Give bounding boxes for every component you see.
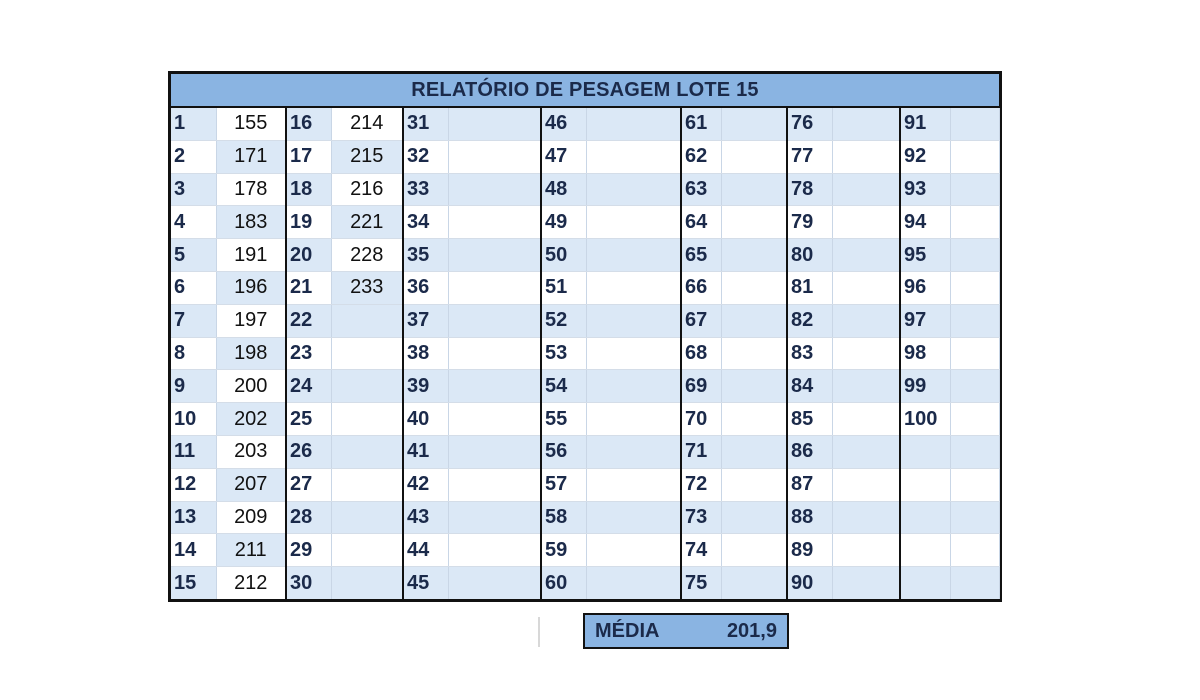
weight-value-cell: 216 <box>331 173 403 206</box>
weight-value-cell: 207 <box>216 468 286 501</box>
weight-value-cell <box>721 108 787 140</box>
weight-value-cell <box>586 370 681 403</box>
average-value: 201,9 <box>726 619 777 642</box>
table-row <box>171 370 999 403</box>
table-row <box>171 468 999 501</box>
weight-value-cell: 183 <box>216 206 286 239</box>
weight-value-cell: 202 <box>216 403 286 436</box>
animal-number-cell: 85 <box>787 403 832 436</box>
animal-number-cell: 15 <box>171 567 216 599</box>
weight-value-cell: 211 <box>216 534 286 567</box>
weight-value-cell <box>721 534 787 567</box>
animal-number-cell: 39 <box>403 370 448 403</box>
weight-value-cell <box>950 206 999 239</box>
animal-number-cell <box>900 501 950 534</box>
animal-number-cell: 16 <box>286 108 331 140</box>
weight-value-cell <box>448 501 541 534</box>
animal-number-cell <box>900 468 950 501</box>
weight-value-cell <box>448 534 541 567</box>
animal-number-cell: 57 <box>541 468 586 501</box>
animal-number-cell: 95 <box>900 239 950 272</box>
animal-number-cell: 5 <box>171 239 216 272</box>
animal-number-cell: 14 <box>171 534 216 567</box>
animal-number-cell: 78 <box>787 173 832 206</box>
weight-value-cell <box>721 239 787 272</box>
weight-value-cell <box>448 403 541 436</box>
weight-value-cell: 212 <box>216 567 286 599</box>
weight-value-cell <box>832 567 900 599</box>
animal-number-cell: 18 <box>286 173 331 206</box>
weight-value-cell <box>950 534 999 567</box>
animal-number-cell: 55 <box>541 403 586 436</box>
animal-number-cell: 73 <box>681 501 721 534</box>
weight-value-cell <box>950 501 999 534</box>
weight-value-cell <box>721 567 787 599</box>
weight-value-cell: 155 <box>216 108 286 140</box>
animal-number-cell: 51 <box>541 271 586 304</box>
animal-number-cell: 69 <box>681 370 721 403</box>
weight-value-cell: 215 <box>331 140 403 173</box>
weight-value-cell <box>586 337 681 370</box>
weight-value-cell <box>331 501 403 534</box>
animal-number-cell: 21 <box>286 271 331 304</box>
weight-value-cell: 191 <box>216 239 286 272</box>
animal-number-cell: 81 <box>787 271 832 304</box>
weight-value-cell <box>448 304 541 337</box>
animal-number-cell: 61 <box>681 108 721 140</box>
weight-value-cell <box>448 206 541 239</box>
animal-number-cell: 47 <box>541 140 586 173</box>
animal-number-cell: 46 <box>541 108 586 140</box>
animal-number-cell: 91 <box>900 108 950 140</box>
weight-value-cell <box>950 337 999 370</box>
animal-number-cell: 27 <box>286 468 331 501</box>
table-row <box>171 435 999 468</box>
animal-number-cell: 93 <box>900 173 950 206</box>
animal-number-cell: 48 <box>541 173 586 206</box>
animal-number-cell: 82 <box>787 304 832 337</box>
animal-number-cell: 33 <box>403 173 448 206</box>
table-row <box>171 304 999 337</box>
animal-number-cell: 94 <box>900 206 950 239</box>
animal-number-cell: 9 <box>171 370 216 403</box>
animal-number-cell: 97 <box>900 304 950 337</box>
weight-value-cell: 178 <box>216 173 286 206</box>
table-row <box>171 403 999 436</box>
animal-number-cell: 79 <box>787 206 832 239</box>
weight-value-cell <box>586 304 681 337</box>
weight-value-cell <box>950 403 999 436</box>
weight-value-cell <box>448 370 541 403</box>
animal-number-cell: 92 <box>900 140 950 173</box>
animal-number-cell: 62 <box>681 140 721 173</box>
weight-value-cell <box>832 435 900 468</box>
weight-value-cell <box>586 206 681 239</box>
weight-value-cell <box>721 370 787 403</box>
weight-value-cell: 221 <box>331 206 403 239</box>
animal-number-cell: 13 <box>171 501 216 534</box>
animal-number-cell: 50 <box>541 239 586 272</box>
weight-value-cell <box>721 271 787 304</box>
weight-value-cell <box>331 534 403 567</box>
table-row <box>171 271 999 304</box>
weight-value-cell <box>331 567 403 599</box>
weight-value-cell: 209 <box>216 501 286 534</box>
animal-number-cell: 17 <box>286 140 331 173</box>
weight-value-cell <box>721 173 787 206</box>
animal-number-cell: 30 <box>286 567 331 599</box>
animal-number-cell <box>900 567 950 599</box>
weight-value-cell <box>721 206 787 239</box>
animal-number-cell: 28 <box>286 501 331 534</box>
animal-number-cell: 19 <box>286 206 331 239</box>
weight-value-cell <box>586 173 681 206</box>
animal-number-cell: 4 <box>171 206 216 239</box>
animal-number-cell: 29 <box>286 534 331 567</box>
animal-number-cell: 98 <box>900 337 950 370</box>
average-box <box>583 613 789 649</box>
animal-number-cell: 26 <box>286 435 331 468</box>
weight-value-cell: 196 <box>216 271 286 304</box>
animal-number-cell: 74 <box>681 534 721 567</box>
animal-number-cell: 38 <box>403 337 448 370</box>
animal-number-cell: 84 <box>787 370 832 403</box>
weight-value-cell <box>832 501 900 534</box>
weight-value-cell <box>586 403 681 436</box>
weight-value-cell: 200 <box>216 370 286 403</box>
animal-number-cell: 56 <box>541 435 586 468</box>
animal-number-cell: 83 <box>787 337 832 370</box>
animal-number-cell <box>900 435 950 468</box>
weight-value-cell: 214 <box>331 108 403 140</box>
weight-value-cell: 198 <box>216 337 286 370</box>
animal-number-cell: 3 <box>171 173 216 206</box>
animal-number-cell: 7 <box>171 304 216 337</box>
weight-value-cell <box>448 468 541 501</box>
animal-number-cell: 23 <box>286 337 331 370</box>
weight-value-cell <box>832 173 900 206</box>
animal-number-cell: 35 <box>403 239 448 272</box>
animal-number-cell: 1 <box>171 108 216 140</box>
table-row <box>171 206 999 239</box>
weight-value-cell <box>721 403 787 436</box>
animal-number-cell: 88 <box>787 501 832 534</box>
animal-number-cell: 25 <box>286 403 331 436</box>
weight-value-cell <box>448 435 541 468</box>
weight-value-cell <box>832 337 900 370</box>
animal-number-cell: 67 <box>681 304 721 337</box>
weight-value-cell: 203 <box>216 435 286 468</box>
weight-value-cell <box>832 403 900 436</box>
weight-value-cell <box>586 534 681 567</box>
animal-number-cell: 52 <box>541 304 586 337</box>
animal-number-cell: 24 <box>286 370 331 403</box>
weight-value-cell <box>331 468 403 501</box>
animal-number-cell: 44 <box>403 534 448 567</box>
animal-number-cell: 100 <box>900 403 950 436</box>
weight-value-cell <box>950 108 999 140</box>
animal-number-cell: 20 <box>286 239 331 272</box>
table-row <box>171 173 999 206</box>
table-row <box>171 567 999 599</box>
animal-number-cell: 22 <box>286 304 331 337</box>
weight-value-cell <box>331 337 403 370</box>
table-row <box>171 108 999 140</box>
animal-number-cell: 40 <box>403 403 448 436</box>
animal-number-cell <box>900 534 950 567</box>
animal-number-cell: 45 <box>403 567 448 599</box>
weight-value-cell: 233 <box>331 271 403 304</box>
animal-number-cell: 34 <box>403 206 448 239</box>
weight-value-cell <box>950 173 999 206</box>
weight-value-cell <box>331 304 403 337</box>
animal-number-cell: 86 <box>787 435 832 468</box>
animal-number-cell: 36 <box>403 271 448 304</box>
animal-number-cell: 90 <box>787 567 832 599</box>
animal-number-cell: 63 <box>681 173 721 206</box>
weight-value-cell: 197 <box>216 304 286 337</box>
weight-value-cell <box>331 435 403 468</box>
table-row <box>171 337 999 370</box>
animal-number-cell: 32 <box>403 140 448 173</box>
weight-value-cell <box>832 108 900 140</box>
weight-value-cell <box>950 140 999 173</box>
weight-value-cell <box>721 501 787 534</box>
animal-number-cell: 53 <box>541 337 586 370</box>
average-label: MÉDIA <box>595 619 660 642</box>
table-row <box>171 534 999 567</box>
animal-number-cell: 70 <box>681 403 721 436</box>
animal-number-cell: 99 <box>900 370 950 403</box>
weight-value-cell <box>586 567 681 599</box>
animal-number-cell: 65 <box>681 239 721 272</box>
animal-number-cell: 43 <box>403 501 448 534</box>
weight-value-cell <box>586 108 681 140</box>
weight-value-cell <box>586 468 681 501</box>
weight-value-cell <box>950 271 999 304</box>
weight-value-cell <box>832 468 900 501</box>
weight-value-cell <box>331 403 403 436</box>
weight-value-cell <box>832 206 900 239</box>
weight-value-cell: 171 <box>216 140 286 173</box>
animal-number-cell: 58 <box>541 501 586 534</box>
weight-value-cell <box>586 435 681 468</box>
weight-value-cell <box>950 370 999 403</box>
weight-value-cell <box>586 501 681 534</box>
animal-number-cell: 8 <box>171 337 216 370</box>
weighing-report-table <box>168 71 1002 602</box>
weight-value-cell <box>832 370 900 403</box>
report-title: RELATÓRIO DE PESAGEM LOTE 15 <box>171 74 999 108</box>
animal-number-cell: 31 <box>403 108 448 140</box>
animal-number-cell: 12 <box>171 468 216 501</box>
weight-value-cell <box>448 239 541 272</box>
table-row <box>171 501 999 534</box>
animal-number-cell: 87 <box>787 468 832 501</box>
animal-number-cell: 10 <box>171 403 216 436</box>
weight-value-cell <box>832 271 900 304</box>
weight-value-cell <box>331 370 403 403</box>
weight-value-cell <box>448 567 541 599</box>
weight-value-cell <box>721 468 787 501</box>
weight-value-cell <box>448 140 541 173</box>
weights-grid <box>171 108 1000 599</box>
weight-value-cell <box>448 337 541 370</box>
animal-number-cell: 54 <box>541 370 586 403</box>
weight-value-cell <box>950 304 999 337</box>
weight-value-cell <box>721 304 787 337</box>
animal-number-cell: 80 <box>787 239 832 272</box>
weight-value-cell <box>832 304 900 337</box>
animal-number-cell: 6 <box>171 271 216 304</box>
animal-number-cell: 41 <box>403 435 448 468</box>
weight-value-cell <box>832 239 900 272</box>
animal-number-cell: 71 <box>681 435 721 468</box>
weight-value-cell <box>586 140 681 173</box>
animal-number-cell: 60 <box>541 567 586 599</box>
weight-value-cell <box>721 140 787 173</box>
table-row <box>171 140 999 173</box>
animal-number-cell: 49 <box>541 206 586 239</box>
animal-number-cell: 64 <box>681 206 721 239</box>
animal-number-cell: 68 <box>681 337 721 370</box>
weight-value-cell <box>586 239 681 272</box>
weight-value-cell <box>950 239 999 272</box>
animal-number-cell: 66 <box>681 271 721 304</box>
animal-number-cell: 2 <box>171 140 216 173</box>
weight-value-cell <box>721 337 787 370</box>
weight-value-cell <box>448 271 541 304</box>
weight-value-cell <box>448 108 541 140</box>
weight-value-cell: 228 <box>331 239 403 272</box>
weight-value-cell <box>721 435 787 468</box>
animal-number-cell: 42 <box>403 468 448 501</box>
weight-value-cell <box>448 173 541 206</box>
weight-value-cell <box>950 435 999 468</box>
weight-value-cell <box>832 534 900 567</box>
animal-number-cell: 77 <box>787 140 832 173</box>
animal-number-cell: 72 <box>681 468 721 501</box>
weight-value-cell <box>586 271 681 304</box>
weight-value-cell <box>950 567 999 599</box>
animal-number-cell: 75 <box>681 567 721 599</box>
sheet-divider-mark <box>538 617 540 647</box>
table-row <box>171 239 999 272</box>
animal-number-cell: 11 <box>171 435 216 468</box>
animal-number-cell: 37 <box>403 304 448 337</box>
animal-number-cell: 76 <box>787 108 832 140</box>
animal-number-cell: 59 <box>541 534 586 567</box>
animal-number-cell: 96 <box>900 271 950 304</box>
weight-value-cell <box>950 468 999 501</box>
animal-number-cell: 89 <box>787 534 832 567</box>
weight-value-cell <box>832 140 900 173</box>
